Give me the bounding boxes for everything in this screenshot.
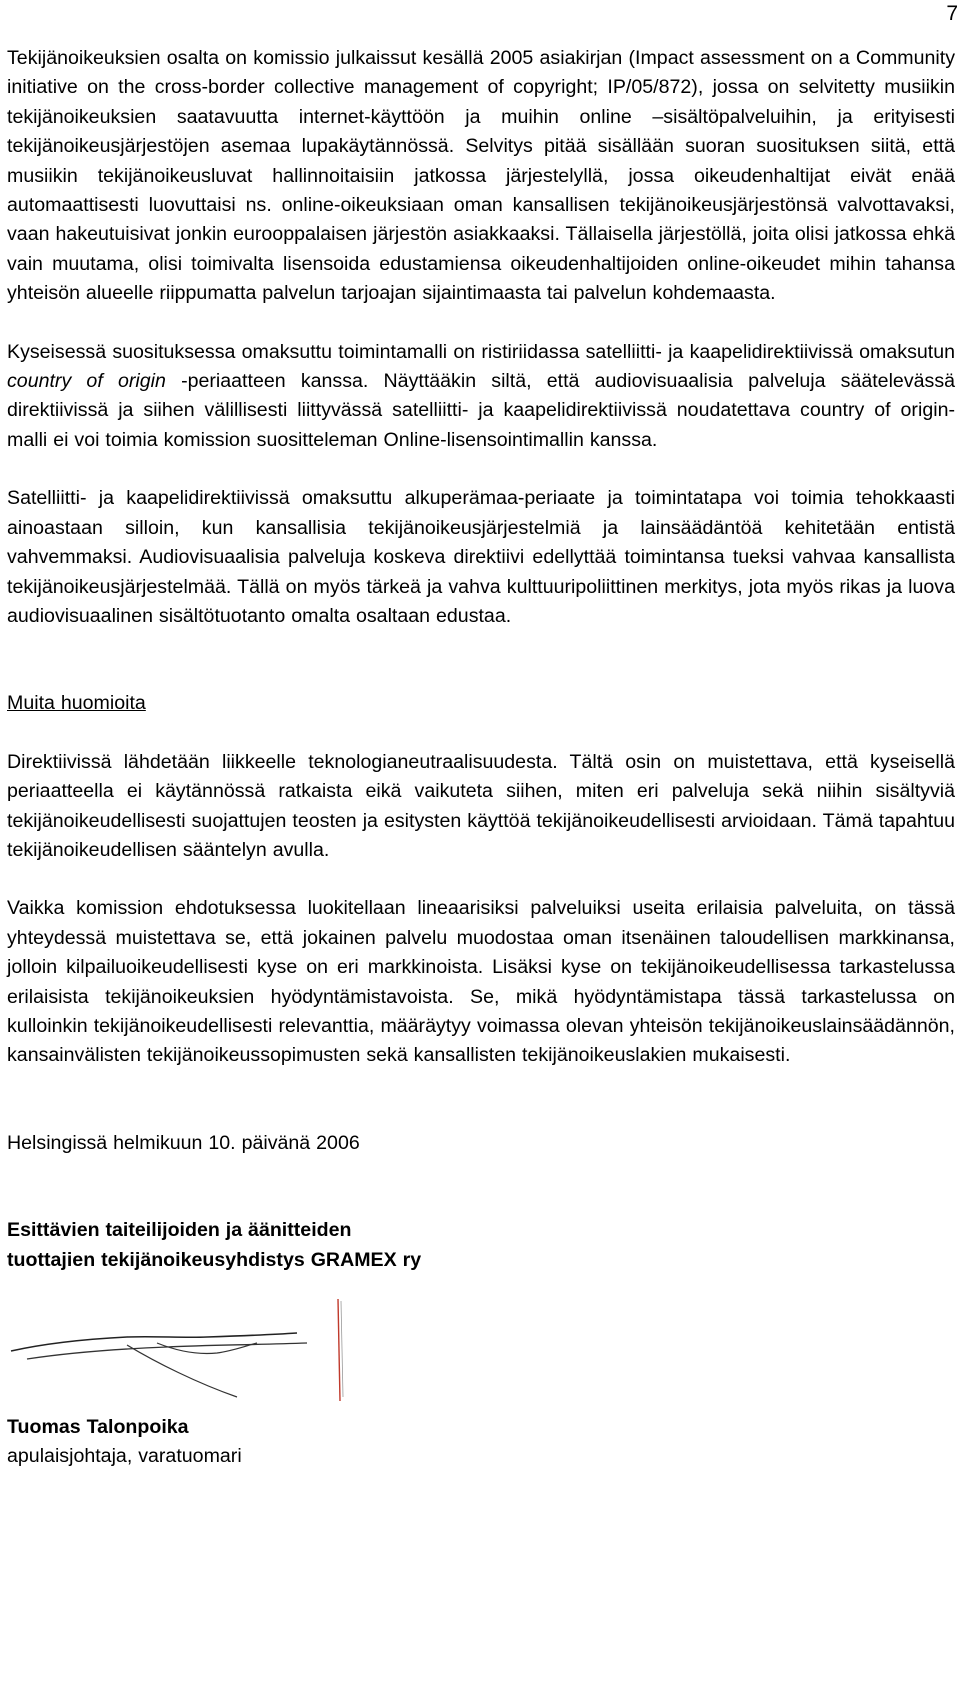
paragraph-linear-services: Vaikka komission ehdotuksessa luokitellaan lineaarisiksi palveluiksi useita erilaisia palveluita, on tässä yhteydessä muistettava se, että jokainen palvelu muodostaa oman itsenäinen taloudellisen markkinansa, jolloin kilpailuoikeudellisesti kyse on eri markkinoista. Lisäksi kyse on tekijänoikeudellisessa tarkastelussa erilaisista tekijänoikeuksien hyödyntämistavoista. Se, mikä hyödyntämistapa tässä tarkastelussa on kulloinkin tekijänoikeudellisesti relevanttia, määräytyy voimassa olevan yhteisön tekijänoikeuslainsäädännön, kansainvälisten tekijänoikeussopimusten sekä kansallisten tekijänoikeuslakien mukaisesti. [7, 897, 955, 1067]
paragraph-country-of-origin [7, 338, 955, 456]
section-heading: Muita huomioita [7, 692, 146, 715]
organization-line: tuottajien tekijänoikeusyhdistys GRAMEX ry [7, 1248, 422, 1271]
organization-name [7, 1216, 955, 1275]
signer-title: apulaisjohtaja, varatuomari [7, 1445, 242, 1468]
page-number: 7 [946, 2, 958, 25]
organization-line: Esittävien taiteilijoiden ja äänitteiden [7, 1219, 352, 1242]
paragraph-satellite-cable: Satelliitti- ja kaapelidirektiivissä omaksuttu alkuperämaa-periaate ja toimintatapa voi toimia tehokkaasti ainoastaan silloin, kun kansallisia tekijänoikeusjärjestelmiä ja lainsäädäntöä kehitetään entistä vahvemmaksi. Audiovisuaalisia palveluja koskeva direktiivi edellyttää toimintansa tueksi vahvaa kansallista tekijänoikeusjärjestelmää. Tällä on myös tärkeä ja vahva kulttuuripoliittinen merkitys, jota myös rikas ja luova audiovisuaalinen sisältötuotanto omalta osaltaan edustaa. [7, 487, 955, 627]
document-body [7, 44, 955, 1472]
paragraph-text: -periaatteen kanssa. Näyttääkin siltä, että audiovisuaalisia palveluja säätelevässä direktiivissä ja siihen välillisesti liittyvässä satelliitti- ja kaapelidirektiivissä noudatettava country of origin- malli ei voi toimia komission suositteleman Online-lisensointimallin kanssa. [7, 370, 956, 451]
paragraph-text: Kyseisessä suosituksessa omaksuttu toimintamalli on ristiriidassa satelliitti- ja kaapelidirektiivissä omaksutun [7, 340, 955, 363]
signer-name: Tuomas Talonpoika [7, 1416, 189, 1438]
italic-term: country of origin [7, 370, 166, 393]
paragraph-impact-assessment: Tekijänoikeuksien osalta on komissio julkaissut kesällä 2005 asiakirjan (Impact assessment on a Community initiative on the cross-border collective management of copyright; IP/05/872), jossa on selvitetty musiikin tekijänoikeuksien saatavuutta internet-käyttöön ja muihin online –sisältöpalveluihin, ja erityisesti tekijänoikeusjärjestöjen asemaa lupakäytännössä. Selvitys pitää sisällään suoran suosituksen siitä, että musiikin tekijänoikeusluvat hallinnoitaisiin jatkossa järjestelyllä, jossa oikeudenhaltijat eivät enää automaattisesti luovuttaisi ns. online-oikeuksiaan oman kansallisen tekijänoikeusjärjestönsä valvottavaksi, vaan hakeutuisivat jonkin eurooppalaisen järjestön asiakkaaksi. Tällaisella järjestöllä, joita olisi jatkossa ehkä vain muutama, olisi toimivalta lisensoida edustamiensa oikeudenhaltijoiden online-oikeudet mihin tahansa yhteisön alueelle riippumatta palvelun tarjoajan sijaintimaasta tai palvelun kohdemaasta. [7, 47, 955, 305]
handwritten-signature [7, 1293, 387, 1403]
paragraph-technology-neutrality: Direktiivissä lähdetään liikkeelle teknologianeutraalisuudesta. Tältä osin on muistettava, että kyseisellä periaatteella ei käytännössä ratkaista eikä vaikuteta siihen, miten eri palveluja sekä niihin sisältyviä tekijänoikeudellisesti suojattujen teosten ja esitysten käyttöä tekijänoikeudellisesti arvioidaan. Tämä tapahtuu tekijänoikeudellisen sääntelyn avulla. [7, 750, 955, 861]
date-line: Helsingissä helmikuun 10. päivänä 2006 [7, 1131, 360, 1154]
signer-block [7, 1413, 955, 1472]
